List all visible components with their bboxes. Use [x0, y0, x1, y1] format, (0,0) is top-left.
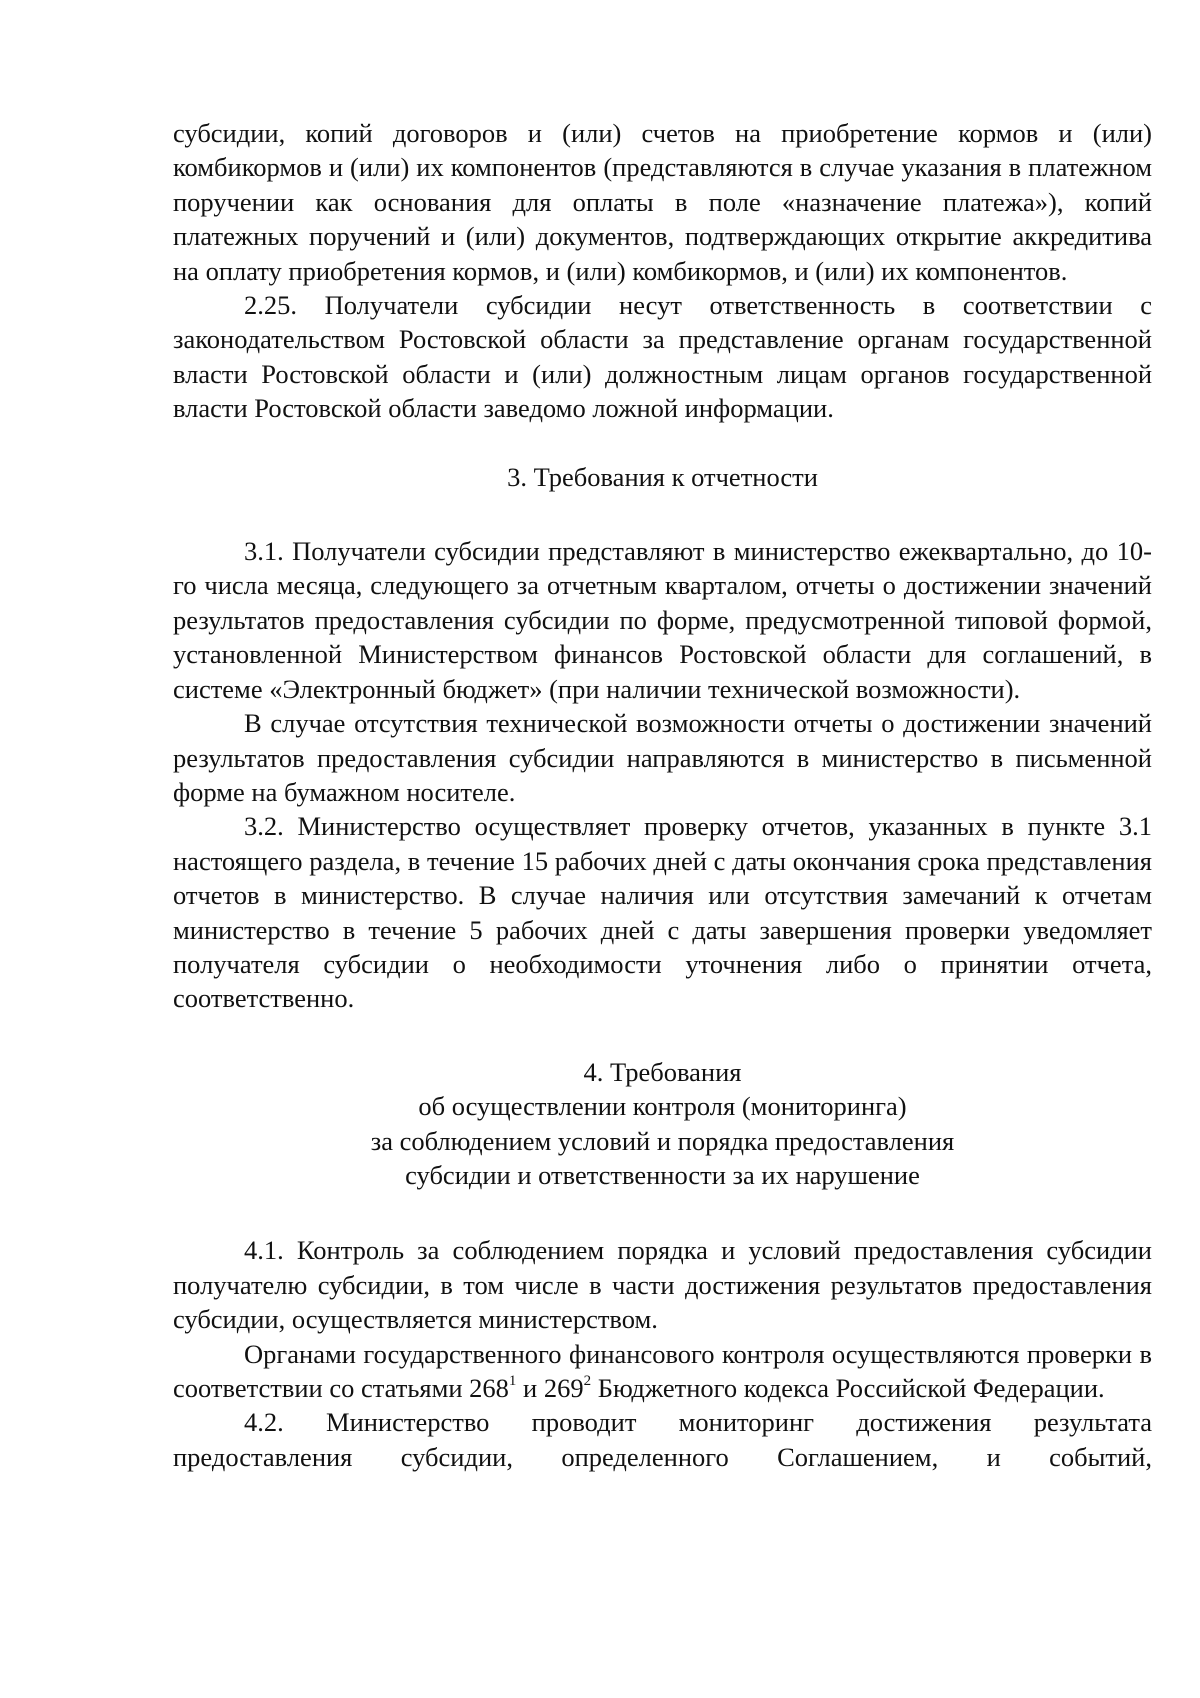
paragraph-3-2: 3.2. Министерство осуществляет проверку отчетов, указанных в пункте 3.1 настоящего раздела, в течение 15 рабочих дней с даты окончания срока представления отчетов в министерство. В случае наличия или отсутствия замечаний к отчетам министерство в течение 5 рабочих дней с даты завершения проверки уведомляет получателя субсидии о необходимости уточнения либо о принятии отчета, соответственно. — [173, 811, 1152, 1014]
spacer — [173, 426, 1152, 460]
spacer — [173, 1016, 1152, 1055]
text-fragment: Бюджетного кодекса Российской Федерации. — [591, 1373, 1105, 1403]
section-4-heading — [173, 1055, 1152, 1193]
section-4-heading-line: за соблюдением условий и порядка предоставления — [370, 1125, 955, 1156]
paragraph-2-25: 2.25. Получатели субсидии несут ответственность в соответствии с законодательством Ростовской области за представление органам государственной власти Ростовской области и (или) должностным лицам органов государственной власти Ростовской области заведомо ложной информации. — [173, 290, 1152, 424]
text-fragment: и 269 — [516, 1373, 584, 1403]
paragraph-4-1: 4.1. Контроль за соблюдением порядка и условий предоставления субсидии получателю субсидии, в том числе в части достижения результатов предоставления субсидии, осуществляется министерством. — [173, 1235, 1152, 1335]
paragraph-3-1: 3.1. Получатели субсидии представляют в министерство ежеквартально, до 10-го числа месяца, следующего за отчетным кварталом, отчеты о достижении значений результатов предоставления субсидии по форме, предусмотренной типовой формой, установленной Министерством финансов Ростовской области для соглашений, в системе «Электронный бюджет» (при наличии технической возможности). — [173, 536, 1152, 704]
section-3-heading: 3. Требования к отчетности — [507, 461, 818, 492]
paragraph-3-1-b: В случае отсутствия технической возможности отчеты о достижении значений результатов предоставления субсидии направляются в министерство в письменной форме на бумажном носителе. — [173, 708, 1152, 807]
superscript: 1 — [508, 1373, 517, 1390]
paragraph-2-24-continuation: субсидии, копий договоров и (или) счетов на приобретение кормов и (или) комбикормов и (или) их компонентов (представляются в случае указания в платежном поручении как основания для оплаты в поле «назначение платежа»), копий платежных поручений и (или) документов, подтверждающих открытие аккредитива на оплату приобретения кормов, и (или) комбикормов, и (или) их компонентов. — [173, 118, 1152, 286]
paragraph-4-2: 4.2. Министерство проводит мониторинг достижения результата предоставления субсидии, определенного Соглашением, и событий, — [173, 1407, 1152, 1472]
section-4-heading-line: субсидии и ответственности за их нарушение — [405, 1159, 920, 1190]
superscript: 2 — [583, 1373, 592, 1390]
paragraph-4-1-b — [173, 1337, 1152, 1406]
section-4-heading-line: 4. Требования — [583, 1056, 742, 1087]
document-page — [173, 116, 1152, 1474]
spacer — [173, 1192, 1152, 1233]
spacer — [173, 494, 1152, 534]
section-4-heading-line: об осуществлении контроля (мониторинга) — [418, 1091, 907, 1122]
text-fragment: Органами государственного финансового контроля осуществляются проверки в соответствии со статьями 268 — [173, 1338, 1152, 1403]
